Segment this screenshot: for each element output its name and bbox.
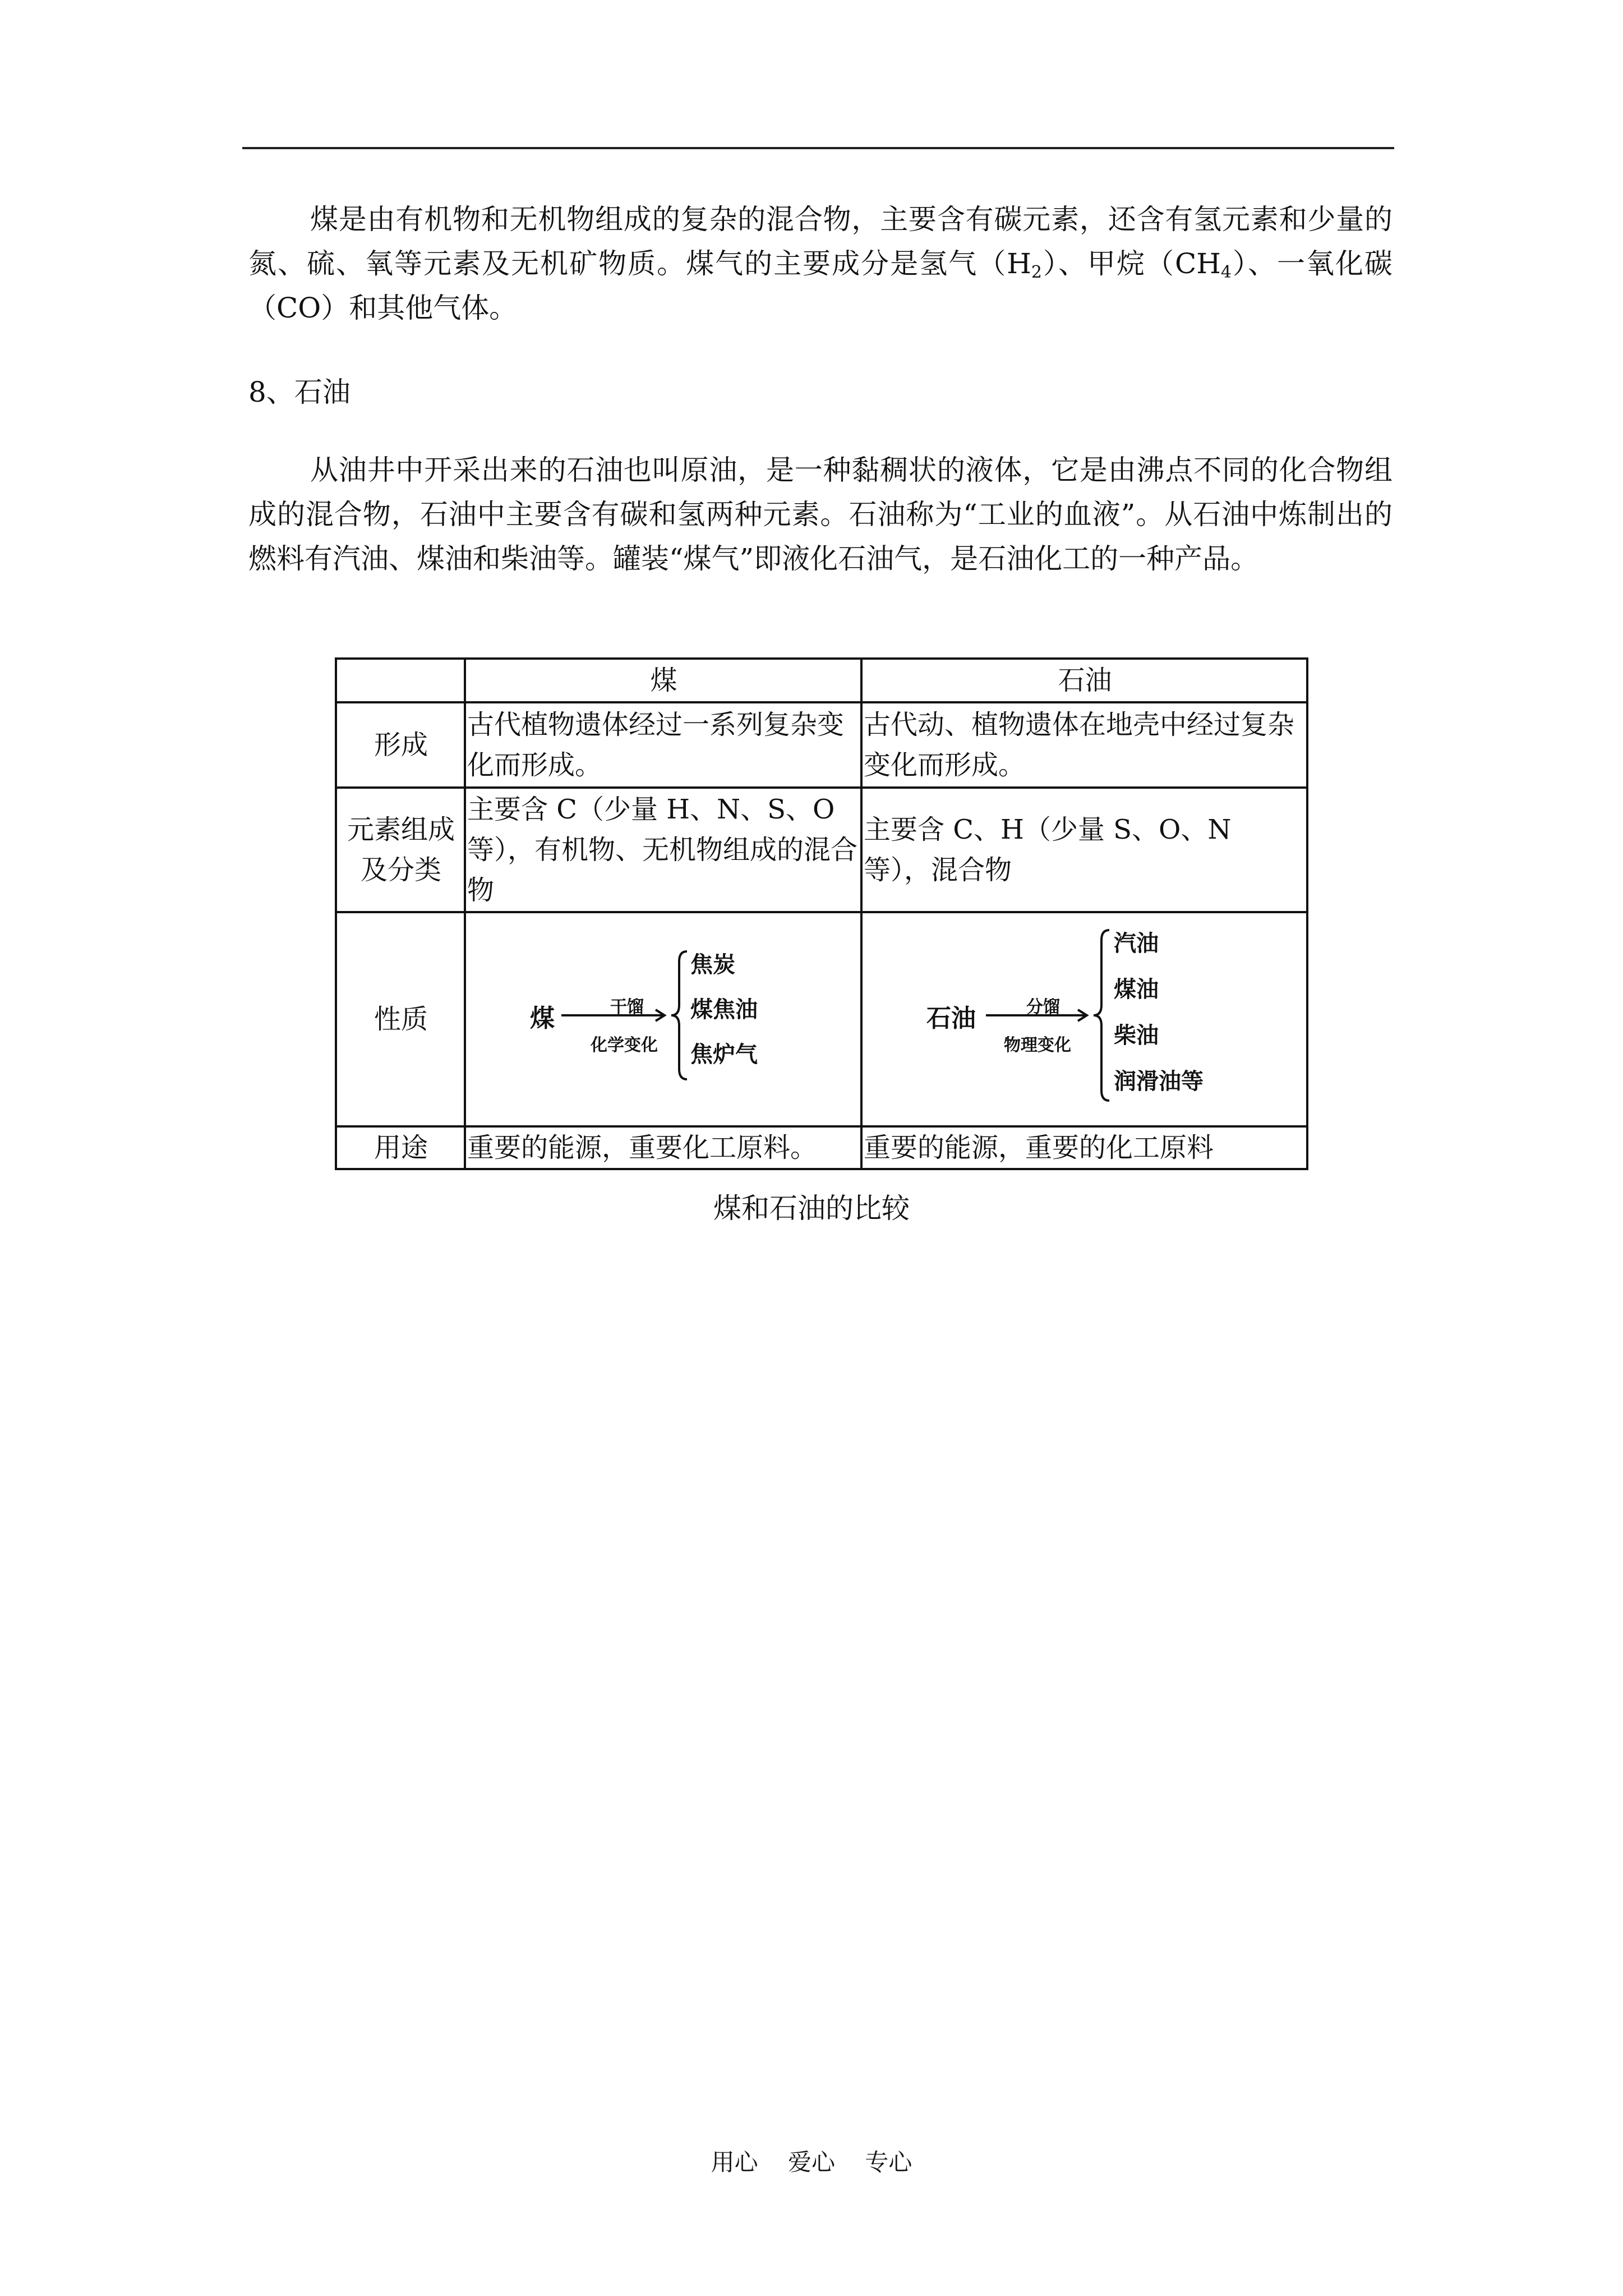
oil-distillation-diagram — [864, 915, 1306, 1123]
coal-diagram-source: 煤 — [530, 1004, 555, 1033]
row-label-composition: 元素组成及分类 — [336, 788, 465, 912]
coal-oil-comparison-table — [335, 657, 1308, 1170]
coal-diagram-brace — [668, 949, 690, 1089]
cell-coal-uses: 重要的能源，重要化工原料。 — [465, 1126, 861, 1169]
oil-diagram-arrow — [986, 966, 1098, 1078]
cell-oil-uses: 重要的能源，重要的化工原料 — [861, 1126, 1307, 1169]
table-row-formation — [336, 702, 1307, 788]
oil-diagram-above-label: 分馏 — [1026, 997, 1060, 1017]
coal-product-coal-tar: 煤焦油 — [690, 997, 758, 1023]
coal-product-coke-oven-gas: 焦炉气 — [690, 1042, 758, 1068]
row-label-properties: 性质 — [336, 912, 465, 1126]
paragraph-petroleum: 从油井中开采出来的石油也叫原油，是一种黏稠状的液体，它是由沸点不同的化合物组成的混合物，石油中主要含有碳和氢两种元素。石油称为“工业的血液”。从石油中炼制出的燃料有汽油、煤油和柴油等。罐装“煤气”即液化石油气，是石油化工的一种产品。 — [248, 454, 1393, 575]
oil-product-lubricating-oil: 润滑油等 — [1114, 1069, 1204, 1094]
section-heading-petroleum: 8、石油 — [248, 376, 351, 408]
paragraph-coal-sep: ）、甲烷（ — [1041, 247, 1175, 280]
coal-product-coke: 焦炭 — [690, 952, 735, 978]
cell-oil-properties — [861, 912, 1307, 1126]
table-header-row — [336, 659, 1307, 702]
oil-product-diesel: 柴油 — [1114, 1023, 1159, 1048]
table-row-properties — [336, 912, 1307, 1126]
coal-diagram-arrow — [561, 966, 674, 1078]
cell-coal-formation: 古代植物遗体经过一系列复杂变化而形成。 — [465, 702, 861, 788]
coal-distillation-diagram — [467, 915, 860, 1123]
table-caption: 煤和石油的比较 — [713, 1192, 910, 1225]
header-oil: 石油 — [861, 659, 1307, 702]
paragraph-coal-text: 煤是由有机物和无机物组成的复杂的混合物，主要含有碳元素，还含有氢元素和少量的氮、硫、氧等元素及无机矿物质。煤气的主要成分是氢气（ — [248, 203, 1393, 280]
coal-diagram-above-label: 干馏 — [610, 997, 644, 1017]
table-row-uses — [336, 1126, 1307, 1169]
oil-diagram-source: 石油 — [926, 1004, 976, 1033]
paragraph-coal — [248, 197, 1393, 330]
table-row-composition — [336, 788, 1307, 912]
oil-diagram-brace — [1090, 928, 1113, 1113]
row-label-formation: 形成 — [336, 702, 465, 788]
oil-product-gasoline: 汽油 — [1114, 931, 1159, 956]
cell-oil-composition: 主要含 C、H（少量 S、O、N 等），混合物 — [861, 788, 1307, 912]
coal-diagram-below-label: 化学变化 — [591, 1036, 658, 1055]
formula-h2: $H_2$ — [1007, 247, 1042, 282]
header-empty — [336, 659, 465, 702]
cell-coal-composition: 主要含 C（少量 H、N、S、O 等），有机物、无机物组成的混合物 — [465, 788, 861, 912]
formula-ch4: $CH_4$ — [1175, 247, 1232, 282]
header-rule — [242, 147, 1394, 149]
page-footer: 用心 爱心 专心 — [711, 2148, 912, 2176]
row-label-uses: 用途 — [336, 1126, 465, 1169]
oil-diagram-below-label: 物理变化 — [1004, 1036, 1071, 1055]
cell-oil-formation: 古代动、植物遗体在地壳中经过复杂变化而形成。 — [861, 702, 1307, 788]
oil-product-kerosene: 煤油 — [1114, 977, 1159, 1002]
paragraph-coal-tail: ）、一氧化碳（CO）和其他气体。 — [248, 247, 1393, 324]
cell-coal-properties — [465, 912, 861, 1126]
header-coal: 煤 — [465, 659, 861, 702]
